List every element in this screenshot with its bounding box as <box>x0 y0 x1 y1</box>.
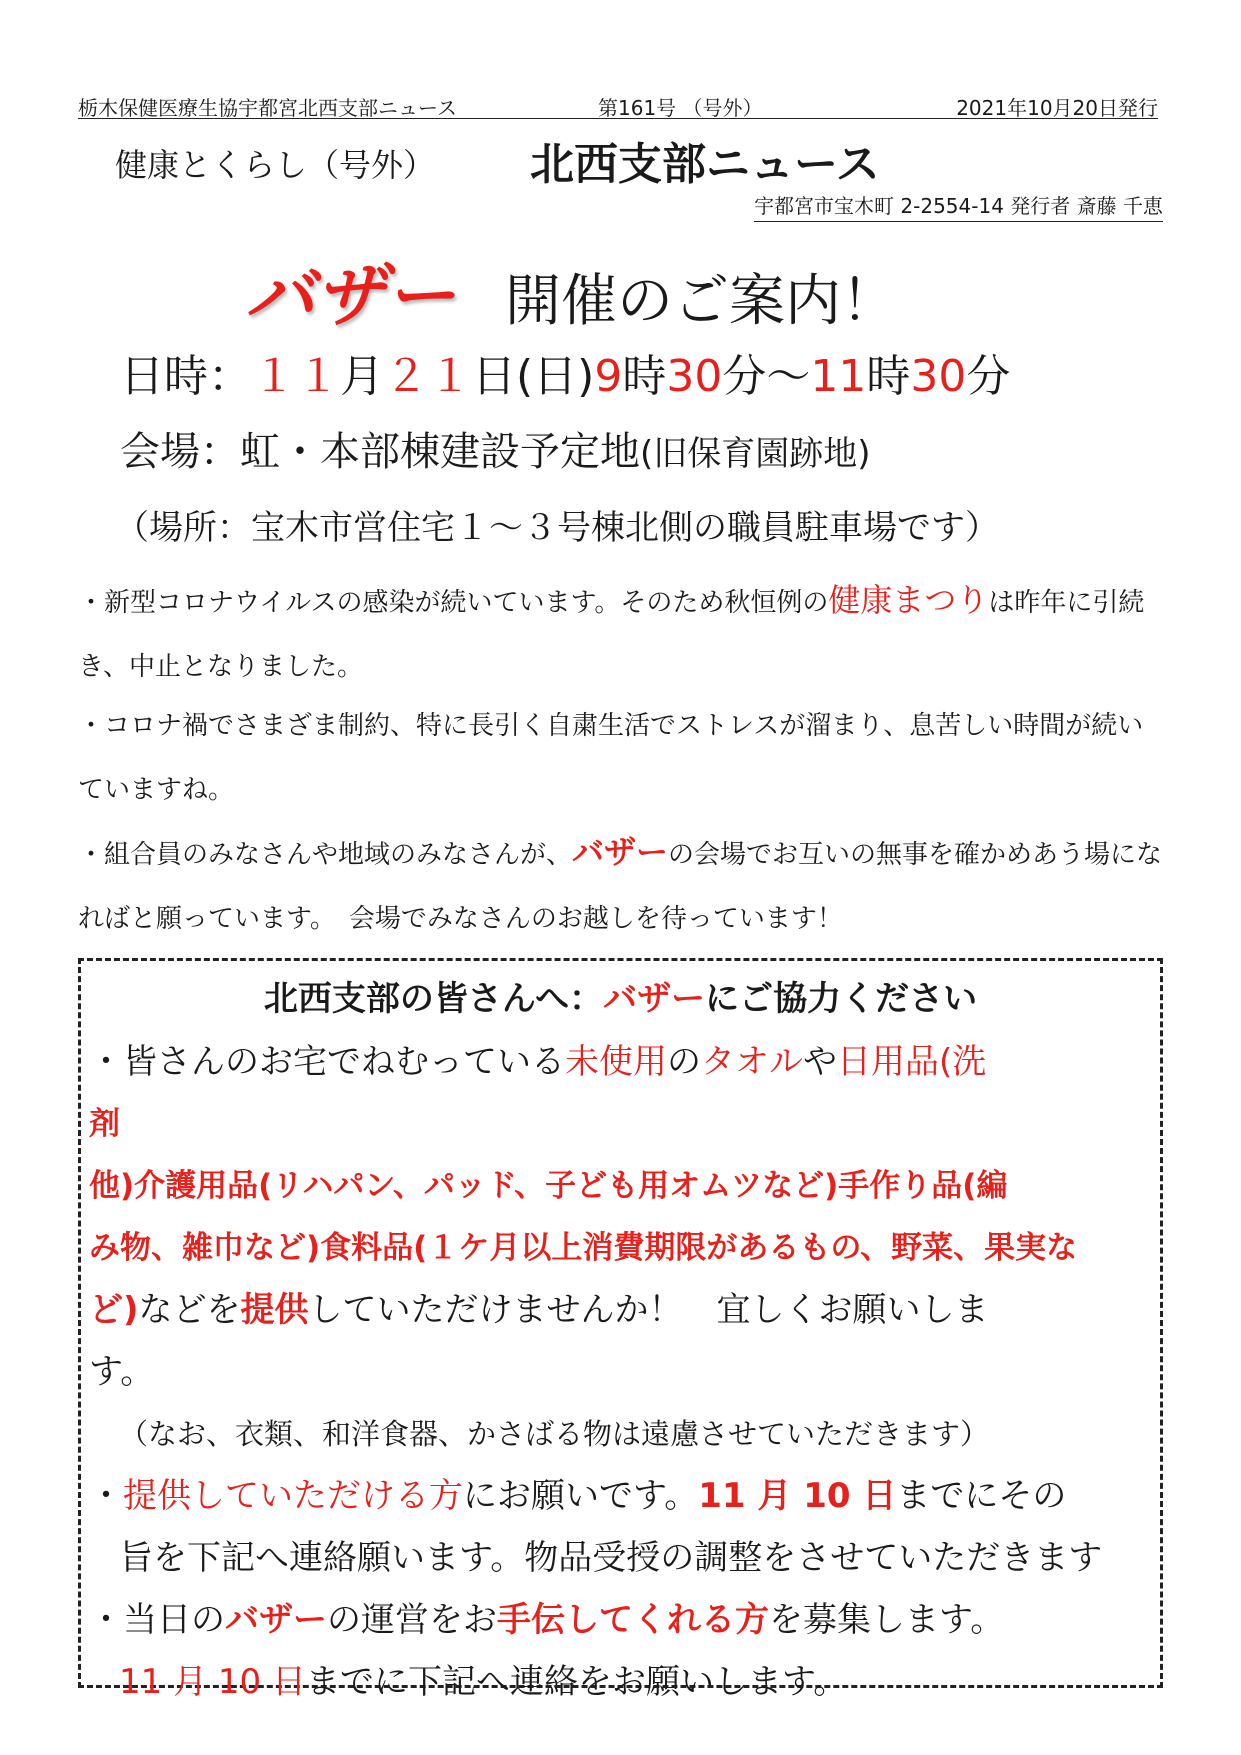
newsletter-subtitle: 健康とくらし（号外） <box>115 146 436 184</box>
box-line: （なお、衣類、和洋食器、かさばる物は遠慮させていただきます） <box>119 1417 990 1451</box>
box-line: 剤 <box>89 1106 120 1142</box>
publisher-address: 宇都宮市宝木町 2-2554-14 発行者 斎藤 千恵 <box>754 190 1163 222</box>
box-line: 他)介護用品(リハパン、パッド、子ども用オムツなど)手作り品(編 <box>89 1168 1008 1204</box>
box-title: 北西支部の皆さんへ：バザーにご協力ください <box>263 979 978 1019</box>
paragraph-2: ・コロナ禍でさまざま制約、特に長引く自粛生活でストレスが溜まり、息苦しい時間が続いていますね。 <box>78 711 1144 805</box>
org-name: 栃木保健医療生協宇都宮北西支部ニュース <box>78 96 457 120</box>
box-line: 11 月 10 日までに下記へ連絡をお願いします。 <box>119 1662 848 1702</box>
box-line: ・提供していただける方にお願いです。11 月 10 日までにその <box>89 1476 1067 1516</box>
box-line: ・皆さんのお宅でねむっている未使用のタオルや日用品(洗 <box>89 1042 987 1082</box>
newsletter-title: 北西支部ニュース <box>530 139 880 190</box>
box-line: み物、雑巾など)食料品(１ケ月以上消費期限があるもの、野菜、果実な <box>89 1230 1078 1266</box>
header-bar <box>78 92 1158 119</box>
venue-location: （場所：宝木市営住宅１〜３号棟北側の職員駐車場です） <box>115 508 999 548</box>
event-datetime: 日時：１１月２１日(日)9時30分〜11時30分 <box>120 351 1011 402</box>
box-line: す。 <box>89 1352 155 1392</box>
paragraph-1: ・新型コロナウイルスの感染が続いています。そのため秋恒例の健康まつりは昨年に引続き、中止となりました。 <box>78 581 1145 682</box>
box-line: ど)などを提供していただけませんか！ 宜しくお願いしま <box>89 1290 989 1330</box>
event-venue: 会場：虹・本部棟建設予定地(旧保育園跡地) <box>120 429 871 475</box>
box-line: ・当日のバザーの運営をお手伝してくれる方を募集します。 <box>89 1600 1005 1640</box>
headline <box>245 240 897 341</box>
issue-number: 第161号 （号外） <box>598 96 763 120</box>
issue-date: 2021年10月20日発行 <box>956 96 1158 120</box>
box-line: 旨を下記へ連絡願います。物品受授の調整をさせていただきます <box>119 1538 1103 1578</box>
donation-request-box <box>78 958 1163 1702</box>
headline-rest: 開催のご案内！ <box>505 269 897 334</box>
paragraph-3: ・組合員のみなさんや地域のみなさんが、バザーの会場でお互いの無事を確かめあう場になればと願っています。 会場でみなさんのお越しを待っています！ <box>78 833 1163 934</box>
box-body <box>89 1031 1157 1713</box>
headline-bazaar: バザー <box>245 255 455 337</box>
